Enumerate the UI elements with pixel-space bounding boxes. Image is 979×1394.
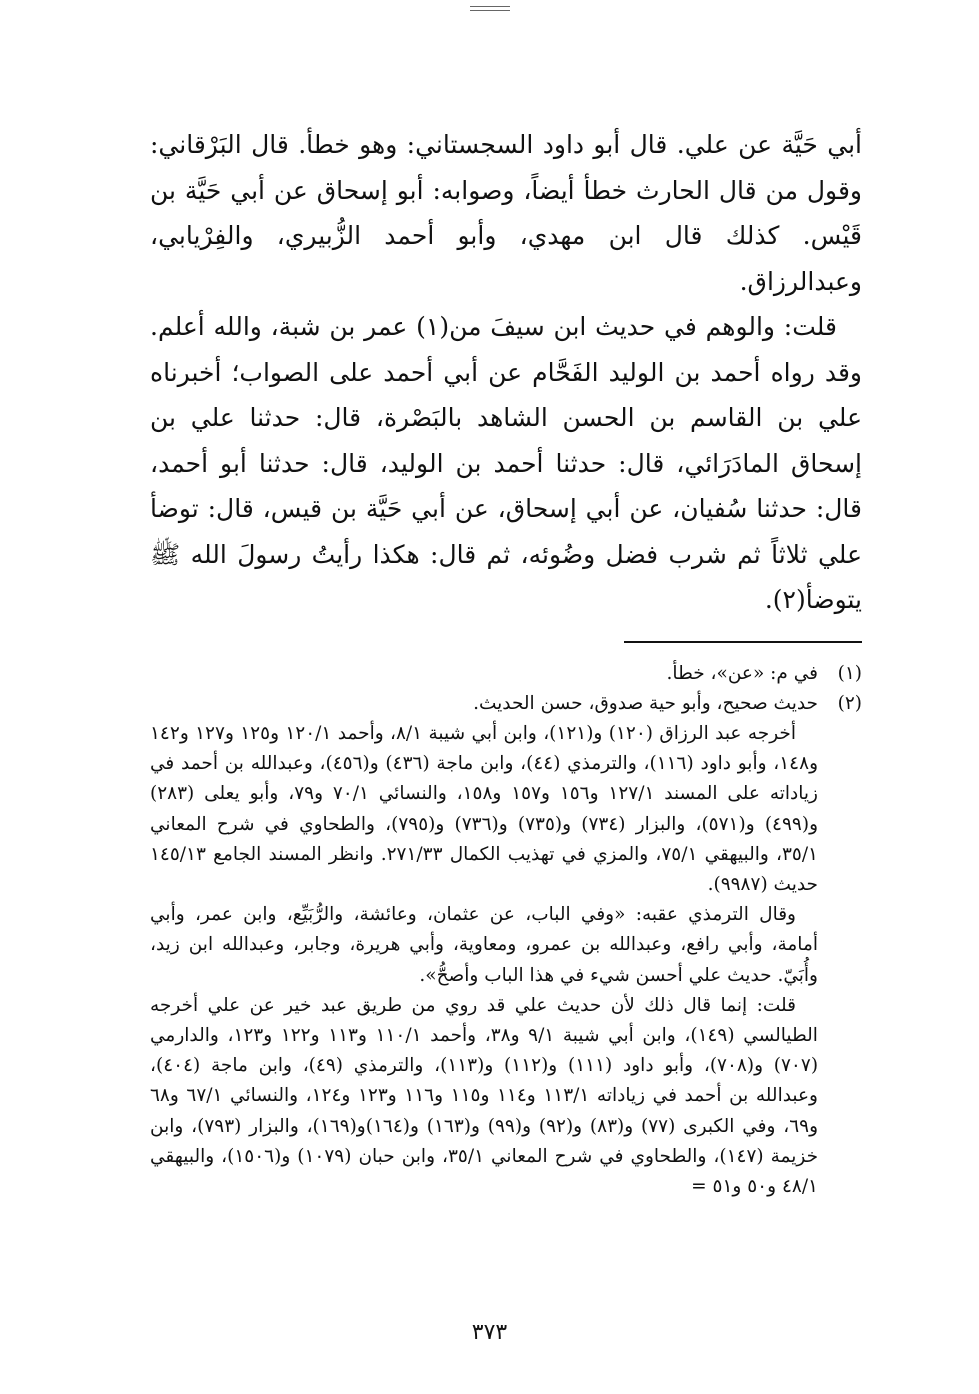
footnote-2 bbox=[150, 689, 862, 719]
page-body bbox=[150, 122, 862, 1202]
footnote-2-number: (٢) bbox=[837, 692, 862, 714]
footnote-1-text: في م: «عن»، خطأ. bbox=[666, 662, 818, 684]
footnote-2-text: حديث صحيح، وأبو حية صدوق، حسن الحديث. bbox=[473, 692, 818, 714]
footnote-2-paragraph-2: وقال الترمذي عقبه: «وفي الباب، عن عثمان، وعائشة، والرُّبَيِّع، وابن عمر، وأبي أمامة، وأبي رافع، وعبدالله بن عمرو، ومعاوية، وأبي هريرة، وجابر، وعبدالله ابن زيد، وأُبَيّ. حديث علي أحسن شيء في هذا الباب وأصحُّ». bbox=[150, 904, 818, 986]
footnote-2-paragraph-1: أخرجه عبد الرزاق (١٢٠) و(١٢١)، وابن أبي شيبة ٨/١، وأحمد ١٢٠/١ و١٢٥ و١٢٧ و١٤٢ و١٤٨، وأبو داود (١١٦)، والترمذي (٤٤)، وابن ماجة (٤٣٦) و(٤٥٦)، وعبدالله بن أحمد في زياداته على المسند ١٢٧/١ و١٥٦ و١٥٧ و١٥٨، والنسائي ٧٠/١ و٧٩، وأبو يعلى (٢٨٣) و(٤٩٩) و(٥٧١)، والبزار (٧٣٤) و(٧٣٥) و(٧٣٦) و(٧٩٥)، والطحاوي في شرح المعاني ٣٥/١، والبيهقي ٧٥/١، والمزي في تهذيب الكمال ٢٧١/٣٣. وانظر المسند الجامع ١٤٥/١٣ حديث (٩٩٨٧). bbox=[150, 722, 819, 895]
footnote-2-paragraph-3: قلت: إنما قال ذلك لأن حديث علي قد روي من طريق عبد خير عن علي أخرجه الطيالسي (١٤٩)، وابن أبي شيبة ٩/١ و٣٨، وأحمد ١١٠/١ و١١٣ و١٢٢ و١٢٣، والدارمي (٧٠٧) و(٧٠٨)، وأبو داود (١١١) و(١١٢) و(١١٣)، والترمذي (٤٩)، وابن ماجة (٤٠٤)، وعبدالله بن أحمد في زياداته ١١٣/١ و١١٤ و١١٥ و١١٦ و١٢٣ و١٢٤، والنسائي ٦٧/١ و٦٨ و٦٩، وفي الكبرى (٧٧) و(٨٣) و(٩٢) و(٩٩) و(١٦٣) و(١٦٤)و(١٦٩)، والبزار (٧٩٣)، وابن خزيمة (١٤٧)، والطحاوي في شرح المعاني ٣٥/١، وابن حبان (١٠٧٩) و(١٥٠٦)، والبيهقي ٤٨/١ و٥٠ و٥١ = bbox=[150, 994, 819, 1197]
footnote-separator-wrap bbox=[150, 641, 862, 643]
footnotes bbox=[150, 659, 862, 1203]
main-paragraph-2: قلت: والوهم في حديث ابن سيفَ من(١) عمر بن شبة، والله أعلم. وقد رواه أحمد بن الوليد الفَحَّام عن أبي أحمد على الصواب؛ أخبرناه علي بن القاسم بن الحسن الشاهد بالبَصْرة، قال: حدثنا علي بن إسحاق المادَرَائي، قال: حدثنا أحمد بن الوليد، قال: حدثنا أبو أحمد، قال: حدثنا سُفيان، عن أبي إسحاق، عن أبي حَيَّة بن قيس، قال: توضأ علي ثلاثاً ثم شرب فضل وضُوئه، ثم قال: هكذا رأيتُ رسولَ الله ﷺ يتوضأ(٢). bbox=[150, 312, 862, 614]
main-paragraph-1: أبي حَيَّة عن علي. قال أبو داود السجستاني: وهو خطأ. قال البَرْقاني: وقول من قال الحارث خطأ أيضاً، وصوابه: أبو إسحاق عن أبي حَيَّة بن قَيْس. كذلك قال ابن مهدي، وأبو أحمد الزُّبيري، والفِرْيابي، وعبدالرزاق. bbox=[150, 130, 862, 296]
footnote-separator bbox=[624, 641, 862, 643]
top-mark bbox=[470, 6, 510, 11]
page-number: ٣٧٣ bbox=[471, 1320, 508, 1345]
footnote-1 bbox=[150, 659, 862, 689]
main-text bbox=[150, 122, 862, 623]
footnote-1-number: (١) bbox=[837, 662, 862, 684]
